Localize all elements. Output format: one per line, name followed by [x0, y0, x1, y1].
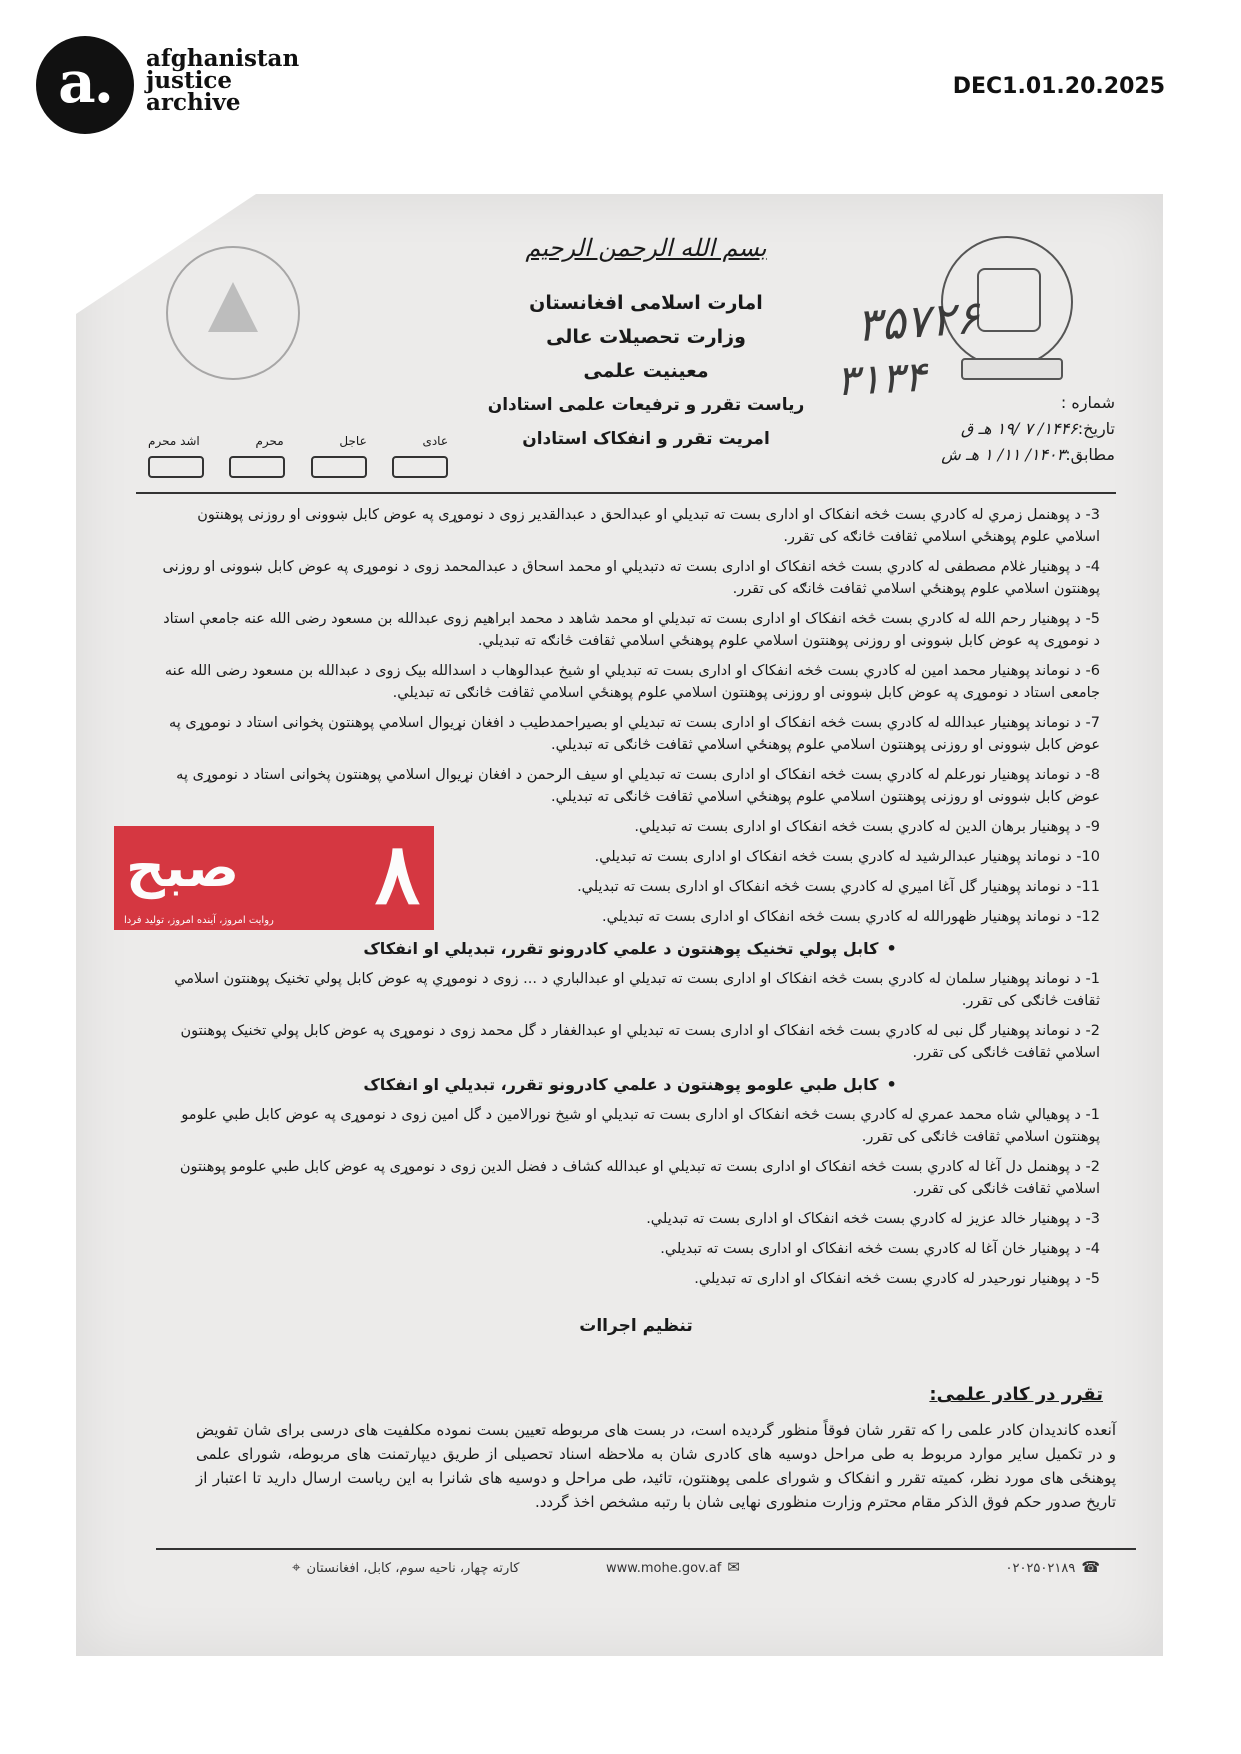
footer-phone: ۰۲۰۲۵۰۲۱۸۹ ☎: [1005, 1558, 1100, 1576]
item-a-8: 8- د نوماند پوهنیار نورعلم له کادري بست څخه انفکاک او اداری بست ته تبدیلي او سیف الرحمن د افغان نړیوال اسلامي پوهنتون پخوانی استاد د نوموړی په عوض کابل ښوونی او روزنی پوهنتون اسلامي علوم پوهنځي اسلامي ثقافت څانګی ته تبدیلي.: [176, 767, 1100, 805]
meta-equivalent: مطابق:۱۴۰۳/ ۱۱/ ۱ هـ ش: [941, 445, 1115, 464]
priority-label-normal: عادی: [422, 434, 448, 448]
appointment-title: تقرر در کادر علمی:: [929, 1384, 1103, 1405]
archive-logo: [36, 36, 336, 136]
item-a-12: 12- د نوماند پوهنیار ظهورالله له کادري بست څخه انفکاک او اداری بست ته تبدیلي.: [601, 909, 1100, 925]
section-b-title: •کابل پولي تخنیک پوهنتون د علمي کادرونو تقرر، تبدیلي او انفکاک: [363, 939, 897, 958]
footer-address: کارته چهار، ناحیه سوم، کابل، افغانستان⌖: [292, 1558, 520, 1576]
item-a-6: 6- د نوماند پوهنیار محمد امین له کادري بست څخه انفکاک او اداری بست ته تبدیلي او شیخ عبدالوهاب د اسدالله بیک زوی د عبدالله بن مسعود رضی الله عنه جامعی استاد د نوموړی په عوض کابل ښوونی او روزنی پوهنتون اسلامي علوم پوهنځي اسلامي ثقافت څانګی ته تبدیلي.: [164, 663, 1100, 701]
header-divider: [136, 492, 1116, 494]
document-code: DEC1.01.20.2025: [952, 74, 1165, 99]
archive-name-line3: archive: [146, 89, 241, 116]
watermark-tagline: روایت امروز، آینده امروز، تولید فردا: [124, 915, 274, 926]
appointment-paragraph: آنعده کاندیدان کادر علمی را که تقرر شان فوقاً منظور گردیده است، در بست های مربوطه تعیین بست نموده مکلفیت های درسی برای شان تفویض و در تکمیل سایر موارد مربوط به طی مراحل دوسیه های کادری شان به ملاحظه اسناد تحصیلی از طریق دیپارتمنت های مربوطه، شورای علمی پوهنځی های مورد نظر، کمیته تقرر و انفکاک و شورای علمی پوهنتون، تائید، طی مراحل و دوسیه های شانرا به این ریاست ارسال دارید تا اعتبار از تاریخ صدور حکم فوق الذکر مقام محترم وزارت منظوری نهایی شان با رتبه مشخص اخذ گردد.: [196, 1421, 1116, 1511]
item-a-3: 3- د پوهنمل زمري له کادري بست څخه انفکاک او اداری بست ته تبدیلي او عبدالحق د عبدالقدیر زوی د نوموړی په عوض کابل ښوونی او روزنی پوهنتون اسلامي علوم پوهنځي اسلامي ثقافت څانګه کی تقرر.: [197, 507, 1100, 545]
item-b-2: 2- د نوماند پوهنیار گل نبی له کادري بست څخه انفکاک او اداری بست ته تبدیلي او عبدالغفار د گل محمد زوی د نوموړی په عوض کابل پولي تخنیک پوهنتون اسلامي ثقافت څانګی کی تقرر.: [180, 1023, 1100, 1061]
header-line-2: وزارت تحصیلات عالی: [546, 326, 746, 348]
ministry-seal-icon: [166, 246, 300, 380]
archive-name-line2: justice: [146, 67, 232, 94]
watermark-logo: [114, 826, 434, 930]
meta-number: شماره :: [1060, 393, 1115, 412]
item-a-10: 10- د نوماند پوهنیار عبدالرشید له کادري بست څخه انفکاک او اداری بست ته تبدیلي.: [594, 849, 1100, 865]
header-line-3: معینیت علمی: [583, 360, 709, 382]
phone-icon: ☎: [1081, 1558, 1100, 1576]
section-c-title: •کابل طبي علومو پوهنتون د علمي کادرونو تقرر، تبدیلي او انفکاک: [363, 1075, 897, 1094]
meta-date: تاریخ:۱۴۴۶/ ۷ /۱۹ هـ ق: [960, 419, 1115, 438]
footer-website: www.mohe.gov.af ✉: [606, 1558, 740, 1576]
header-line-4: ریاست تقرر و ترفیعات علمی استادان: [487, 395, 805, 415]
watermark-number: ۸: [374, 824, 420, 923]
item-b-1: 1- د نوماند پوهنیار سلمان له کادري بست څخه انفکاک او اداری بست ته تبدیلي او عبدالباري د ... زوی د نوموړي په عوض کابل پولي تخنیک پوهنتون اسلامي ثقافت څانګی کی تقرر.: [174, 971, 1100, 1009]
priority-label-top-confidential: اشد محرم: [148, 434, 200, 448]
footer-divider: [156, 1548, 1136, 1550]
handwritten-number-top: ۳۵۷۲۶: [854, 289, 982, 353]
item-c-2: 2- د پوهنمل دل آغا له کادري بست څخه انفکاک او اداری بست ته تبدیلي او عبدالله کشاف د فضل الدین زوی د نوموړی په عوض کابل طبي علومو پوهنتون اسلامي ثقافت څانګی کی تقرر.: [179, 1159, 1100, 1197]
mail-icon: ✉: [727, 1558, 740, 1576]
location-pin-icon: ⌖: [292, 1558, 301, 1576]
archive-name: [146, 45, 300, 116]
archive-name-line1: afghanistan: [146, 45, 300, 72]
item-a-9: 9- د پوهنیار برهان الدین له کادري بست څخه انفکاک او اداری بست ته تبدیلي.: [634, 819, 1100, 835]
scanned-letter: [76, 194, 1163, 1656]
letter-meta: [795, 390, 1115, 468]
item-c-1: 1- د پوهیالي شاه محمد عمري له کادري بست څخه انفکاک او اداری بست ته تبدیلي او شیخ نورالامین د گل امین زوی د نوموړی په عوض کابل طبي علومو پوهنتون اسلامي ثقافت څانګی کی تقرر.: [181, 1107, 1100, 1145]
priority-box-top-confidential: [148, 456, 204, 478]
item-a-11: 11- د نوماند پوهنیار گل آغا امیري له کادري بست څخه انفکاک او اداری بست ته تبدیلي.: [577, 879, 1100, 895]
item-c-4: 4- د پوهنیار خان آغا له کادري بست څخه انفکاک او اداری بست ته تبدیلي.: [660, 1241, 1100, 1257]
header-line-1: امارت اسلامی افغانستان: [529, 292, 763, 314]
priority-selector: [148, 434, 448, 478]
watermark-word: صبح: [126, 836, 240, 899]
item-c-5: 5- د پوهنیار نورحیدر له کادري بست څخه انفکاک او اداری ته تبدیلي.: [694, 1271, 1100, 1287]
header-line-5: امریت تقرر و انفکاک استادان: [522, 429, 770, 449]
archive-logo-mark: a.: [36, 36, 134, 134]
letter-header: [456, 286, 836, 456]
priority-box-urgent: [311, 456, 367, 478]
item-c-3: 3- د پوهنیار خالد عزیز له کادري بست څخه انفکاک او اداری بست ته تبدیلي.: [646, 1211, 1100, 1227]
item-a-4: 4- د پوهنیار غلام مصطفی له کادري بست څخه انفکاک او اداری بست ته دتبدیلي او محمد اسحاق د عبدالمحمد زوی د نوموړی په عوض کابل ښوونی او روزنی پوهنتون اسلامي علوم پوهنځي اسلامي ثقافت څانګه کی تقرر.: [162, 559, 1100, 597]
priority-box-normal: [392, 456, 448, 478]
priority-label-urgent: عاجل: [339, 434, 367, 448]
bismillah: بسم الله الرحمن الرحیم: [525, 234, 767, 262]
priority-box-confidential: [229, 456, 285, 478]
item-a-7: 7- د نوماند پوهنیار عبدالله له کادري بست څخه انفکاک او اداری بست ته تبدیلي او بصیراحمدطیب د افغان نړیوال اسلامي پوهنتون پخوانی استاد د نوموړی په عوض کابل ښوونی او روزنی پوهنتون اسلامي علوم پوهنځي اسلامي ثقافت څانګی ته تبدیلي.: [168, 715, 1100, 753]
priority-label-confidential: محرم: [255, 434, 284, 448]
handwritten-number-bottom: ۳۱۳۴: [834, 351, 928, 406]
item-a-5: 5- د پوهنیار رحم الله له کادري بست څخه انفکاک او اداری بست ته تبدیلي او محمد شاهد د محمد ابراهیم زوی عبدالله بن مسعود رضی الله عنه جامعې استاد د نوموړی په عوض کابل ښوونی او روزنی پوهنتون اسلامي علوم پوهنځي اسلامي ثقافت څانګه ته تبدیلي.: [163, 611, 1100, 649]
procedures-heading: تنظیم اجراات: [579, 1316, 693, 1336]
